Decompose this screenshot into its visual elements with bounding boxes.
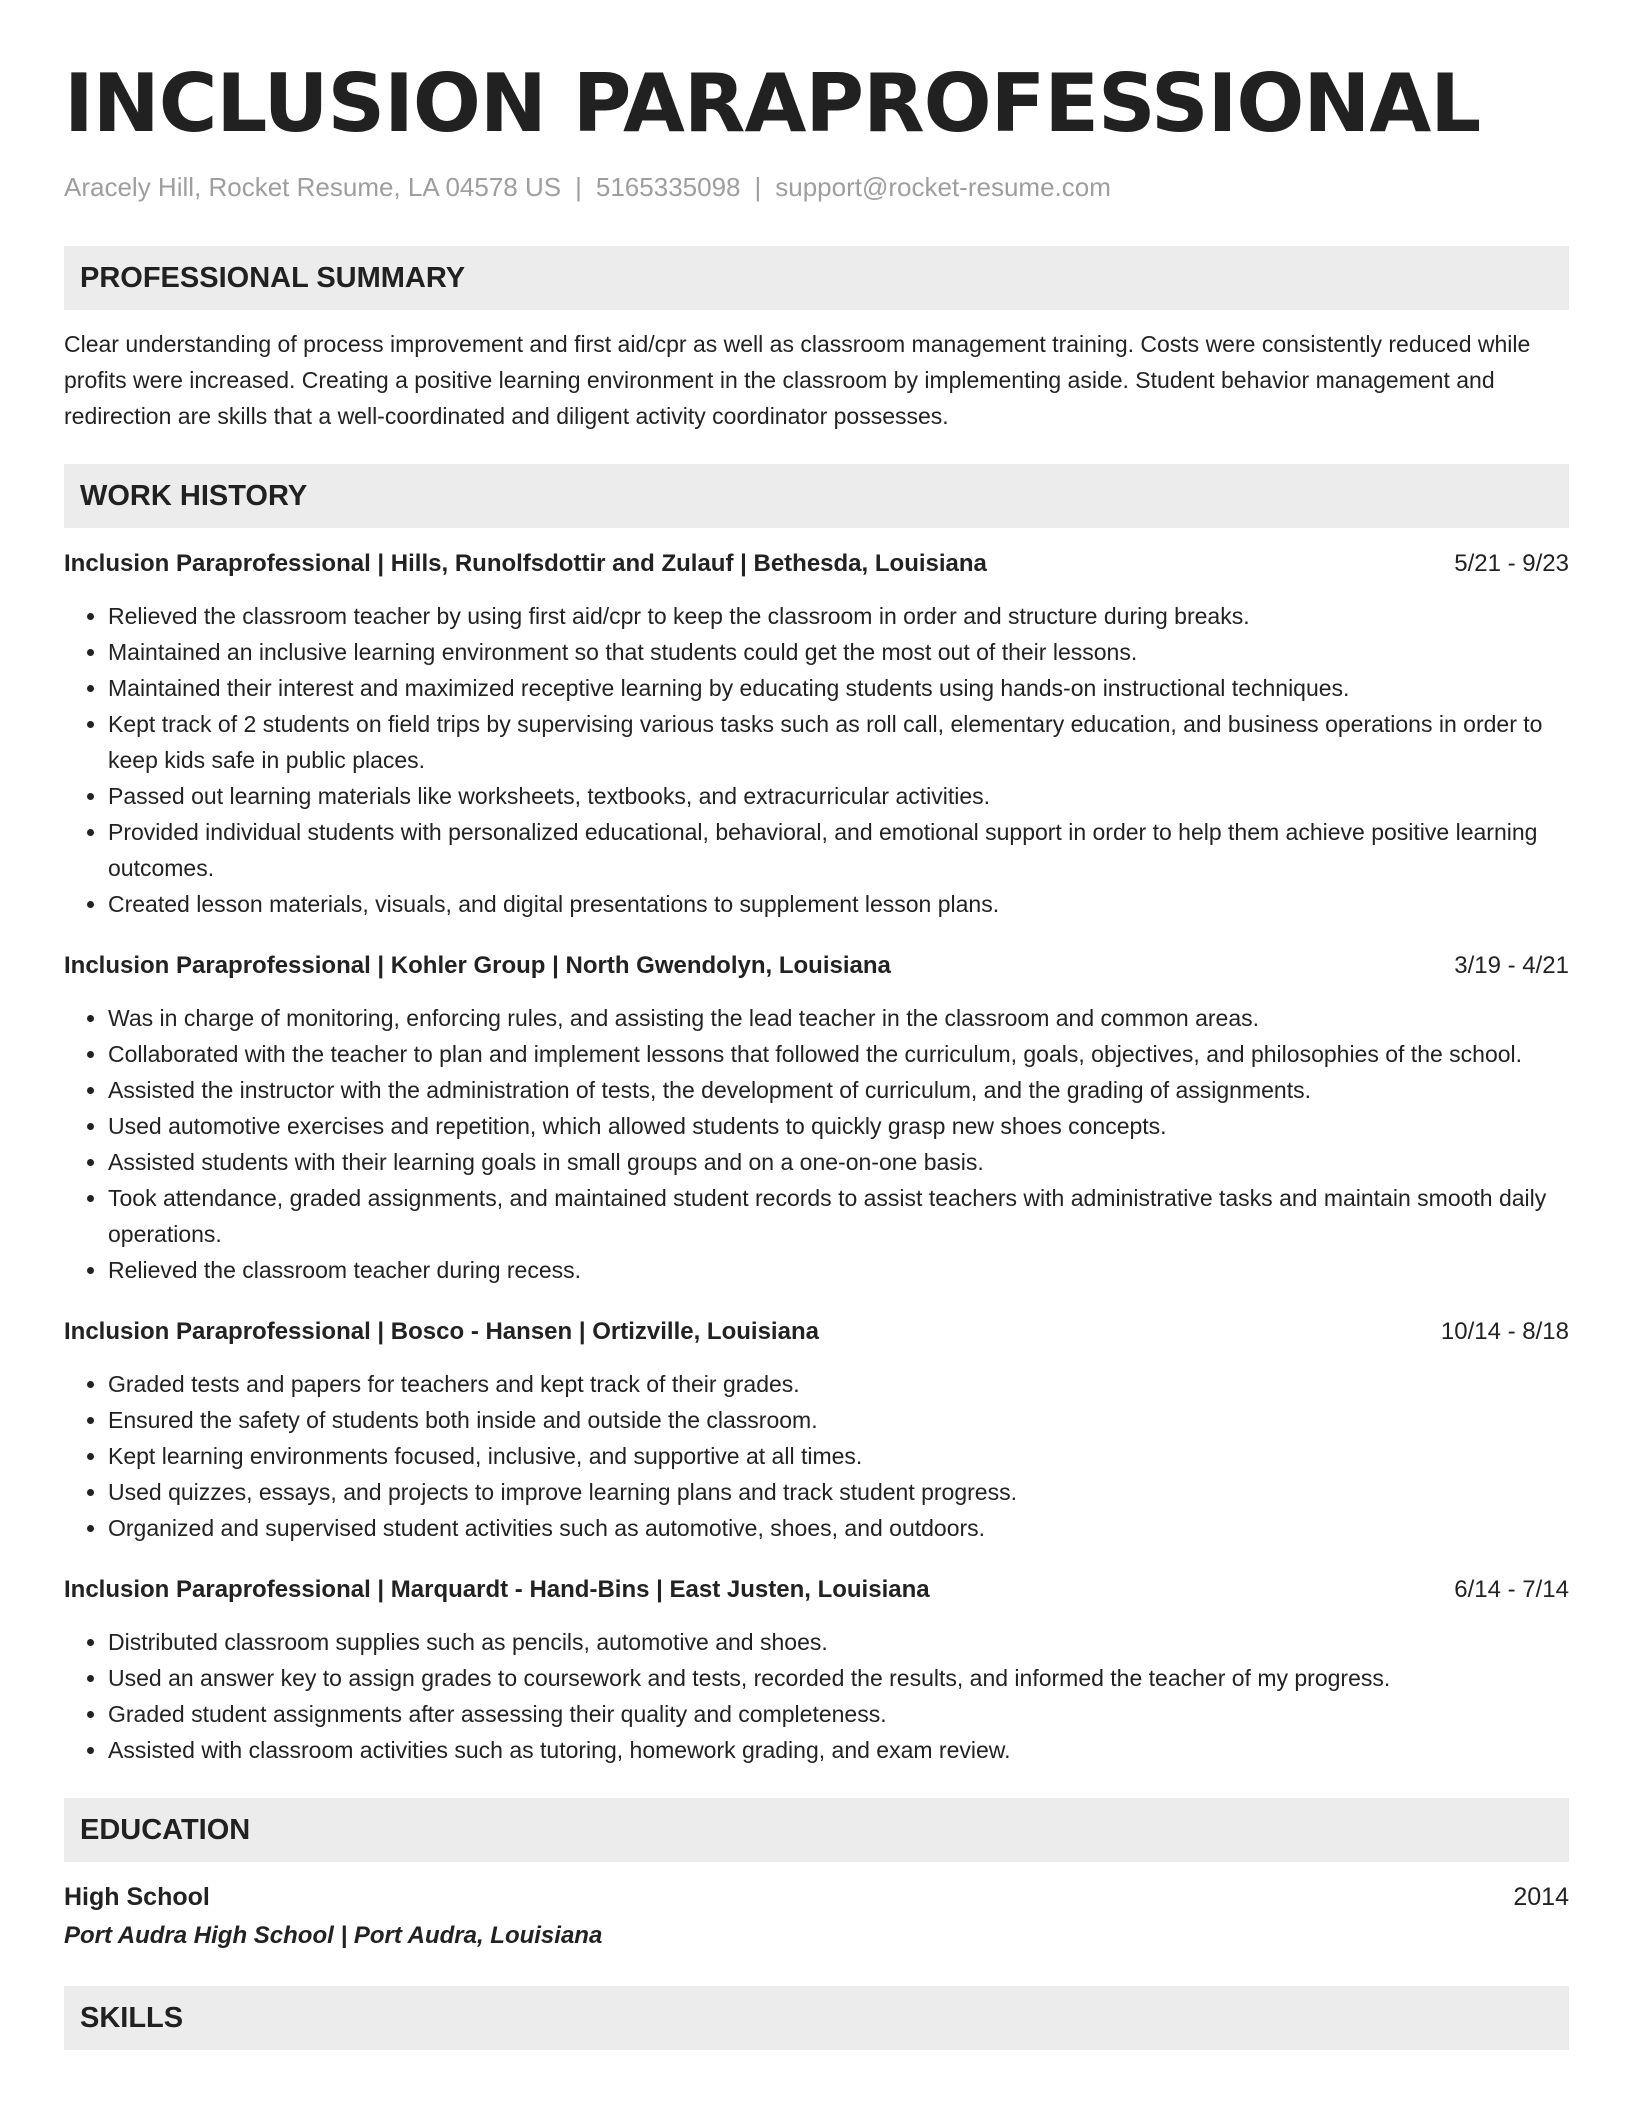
resume-title: INCLUSION PARAPROFESSIONAL	[64, 57, 1481, 150]
job-bullet: • Used an answer key to assign grades to coursework and tests, recorded the results, and informed the teacher of my progress.	[108, 1660, 1569, 1696]
job-bullet: • Used quizzes, essays, and projects to improve learning plans and track student progress.	[108, 1474, 1569, 1510]
education-header	[64, 1878, 1569, 1916]
job-bullet: • Provided individual students with personalized educational, behavioral, and emotional support in order to help them achieve positive learning outcomes.	[108, 814, 1569, 886]
contact-address: Aracely Hill, Rocket Resume, LA 04578 US	[64, 172, 562, 202]
job-bullet: • Collaborated with the teacher to plan and implement lessons that followed the curriculum, goals, objectives, and philosophies of the school.	[108, 1036, 1569, 1072]
job-header	[64, 950, 1569, 982]
summary-text: Clear understanding of process improvement and first aid/cpr as well as classroom management training. Costs were consistently reduced while profits were increased. Creating a positive learning environment in the classroom by implementing aside. Student behavior management and redirection are skills that a well-coordinated and diligent activity coordinator possesses.	[64, 331, 1531, 429]
job-bullet: • Ensured the safety of students both inside and outside the classroom.	[108, 1402, 1569, 1438]
education-degree: High School	[64, 1883, 210, 1911]
job-bullets	[64, 1000, 1569, 1288]
contact-phone: 5165335098	[595, 172, 741, 202]
job-bullet: • Maintained their interest and maximized receptive learning by educating students using hands-on instructional techniques.	[108, 670, 1569, 706]
job-bullet: • Created lesson materials, visuals, and digital presentations to supplement lesson plans.	[108, 886, 1569, 922]
job-dates: 3/19 - 4/21	[1454, 952, 1569, 979]
job-bullet: • Maintained an inclusive learning environment so that students could get the most out of their lessons.	[108, 634, 1569, 670]
job-dates: 10/14 - 8/18	[1440, 1318, 1569, 1345]
job-header	[64, 548, 1569, 580]
job-bullet: • Relieved the classroom teacher by using first aid/cpr to keep the classroom in order and structure during breaks.	[108, 598, 1569, 634]
job-bullets	[64, 1366, 1569, 1546]
job-entry	[64, 1574, 1569, 1768]
job-title: Inclusion Paraprofessional | Kohler Group | North Gwendolyn, Louisiana	[64, 952, 891, 979]
job-bullet: • Passed out learning materials like worksheets, textbooks, and extracurricular activities.	[108, 778, 1569, 814]
contact-separator: |	[575, 172, 582, 202]
job-entry	[64, 1316, 1569, 1546]
job-title: Inclusion Paraprofessional | Marquardt - Hand-Bins | East Justen, Louisiana	[64, 1576, 930, 1603]
job-bullet: • Assisted with classroom activities such as tutoring, homework grading, and exam review.	[108, 1732, 1569, 1768]
job-bullets	[64, 598, 1569, 922]
contact-separator: |	[754, 172, 762, 202]
job-bullet: • Graded tests and papers for teachers and kept track of their grades.	[108, 1366, 1569, 1402]
education-entry	[64, 1878, 1569, 1956]
job-bullets	[64, 1624, 1569, 1768]
job-bullet: • Relieved the classroom teacher during recess.	[108, 1252, 1569, 1288]
job-bullet: • Assisted students with their learning goals in small groups and on a one-on-one basis.	[108, 1144, 1569, 1180]
job-header	[64, 1574, 1569, 1606]
job-entry	[64, 950, 1569, 1288]
job-bullet: • Distributed classroom supplies such as pencils, automotive and shoes.	[108, 1624, 1569, 1660]
contact-line	[64, 170, 1569, 204]
job-bullet: • Kept track of 2 students on field trips by supervising various tasks such as roll call, elementary education, and business operations in order to keep kids safe in public places.	[108, 706, 1569, 778]
job-bullet: • Took attendance, graded assignments, and maintained student records to assist teachers with administrative tasks and maintain smooth daily operations.	[108, 1180, 1569, 1252]
job-dates: 5/21 - 9/23	[1454, 550, 1569, 577]
job-dates: 6/14 - 7/14	[1454, 1576, 1569, 1603]
section-heading-summary: PROFESSIONAL SUMMARY	[64, 246, 1569, 310]
education-school: Port Audra High School | Port Audra, Louisiana	[64, 1922, 603, 1949]
job-bullet: • Kept learning environments focused, inclusive, and supportive at all times.	[108, 1438, 1569, 1474]
job-header	[64, 1316, 1569, 1348]
section-heading-skills: SKILLS	[64, 1986, 1569, 2050]
education-year: 2014	[1513, 1883, 1569, 1911]
job-bullet: • Organized and supervised student activities such as automotive, shoes, and outdoors.	[108, 1510, 1569, 1546]
job-bullet: • Graded student assignments after assessing their quality and completeness.	[108, 1696, 1569, 1732]
job-bullet: • Used automotive exercises and repetition, which allowed students to quickly grasp new shoes concepts.	[108, 1108, 1569, 1144]
job-entry	[64, 548, 1569, 922]
job-title: Inclusion Paraprofessional | Hills, Runolfsdottir and Zulauf | Bethesda, Louisiana	[64, 550, 987, 577]
job-title: Inclusion Paraprofessional | Bosco - Hansen | Ortizville, Louisiana	[64, 1318, 819, 1345]
contact-email: support@rocket-resume.com	[775, 172, 1111, 202]
job-bullet: • Was in charge of monitoring, enforcing rules, and assisting the lead teacher in the classroom and common areas.	[108, 1000, 1569, 1036]
job-bullet: • Assisted the instructor with the administration of tests, the development of curriculum, and the grading of assignments.	[108, 1072, 1569, 1108]
section-heading-education: EDUCATION	[64, 1798, 1569, 1862]
section-heading-work-history: WORK HISTORY	[64, 464, 1569, 528]
